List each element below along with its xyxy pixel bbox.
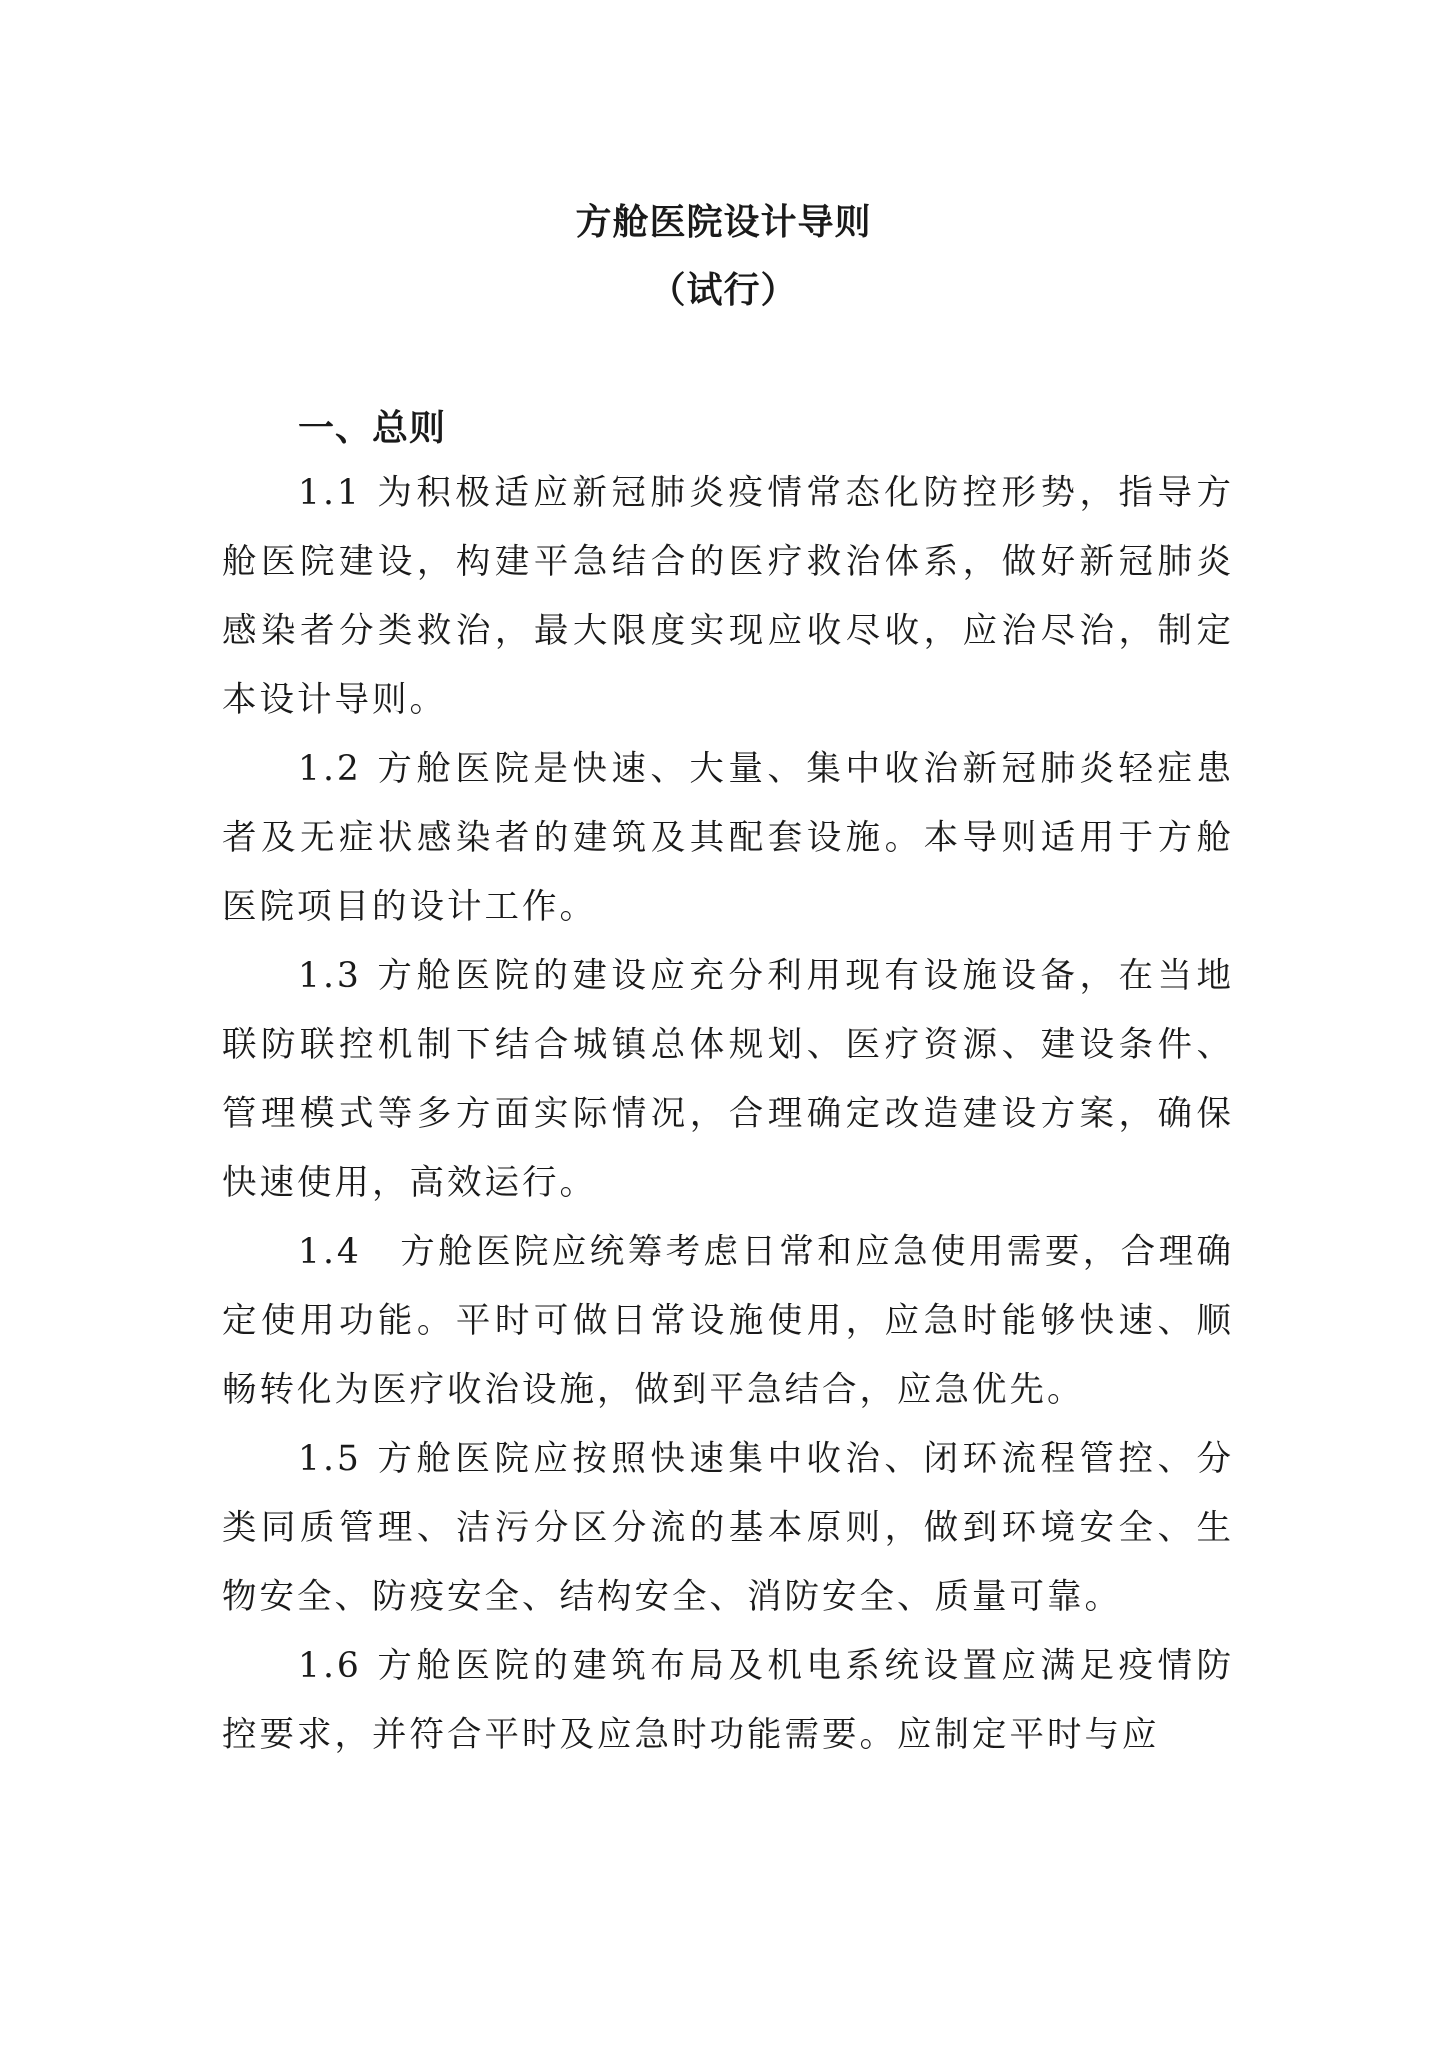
document-subtitle: （试行） (649, 269, 798, 311)
paragraph-1-5: 1.5 方舱医院应按照快速集中收治、闭环流程管控、分类同质管理、洁污分区分流的基本原则，做到环境安全、生物安全、防疫安全、结构安全、消防安全、质量可靠。 (222, 1439, 1234, 1617)
paragraph-1-2: 1.2 方舱医院是快速、大量、集中收治新冠肺炎轻症患者及无症状感染者的建筑及其配套设施。本导则适用于方舱医院项目的设计工作。 (222, 749, 1234, 927)
paragraph-1-6: 1.6 方舱医院的建筑布局及机电系统设置应满足疫情防控要求，并符合平时及应急时功能需要。应制定平时与应 (222, 1646, 1234, 1755)
section-heading: 一、总则 (298, 407, 447, 449)
paragraph-1-4: 1.4 方舱医院应统筹考虑日常和应急使用需要，合理确定使用功能。平时可做日常设施使用，应急时能够快速、顺畅转化为医疗收治设施，做到平急结合，应急优先。 (222, 1232, 1234, 1410)
paragraph-1-3: 1.3 方舱医院的建设应充分利用现有设施设备，在当地联防联控机制下结合城镇总体规划、医疗资源、建设条件、管理模式等多方面实际情况，合理确定改造建设方案，确保快速使用，高效运行。 (222, 956, 1234, 1203)
document-title: 方舱医院设计导则 (575, 201, 872, 243)
paragraph-1-1: 1.1 为积极适应新冠肺炎疫情常态化防控形势，指导方舱医院建设，构建平急结合的医疗救治体系，做好新冠肺炎感染者分类救治，最大限度实现应收尽收，应治尽治，制定本设计导则。 (222, 473, 1234, 720)
